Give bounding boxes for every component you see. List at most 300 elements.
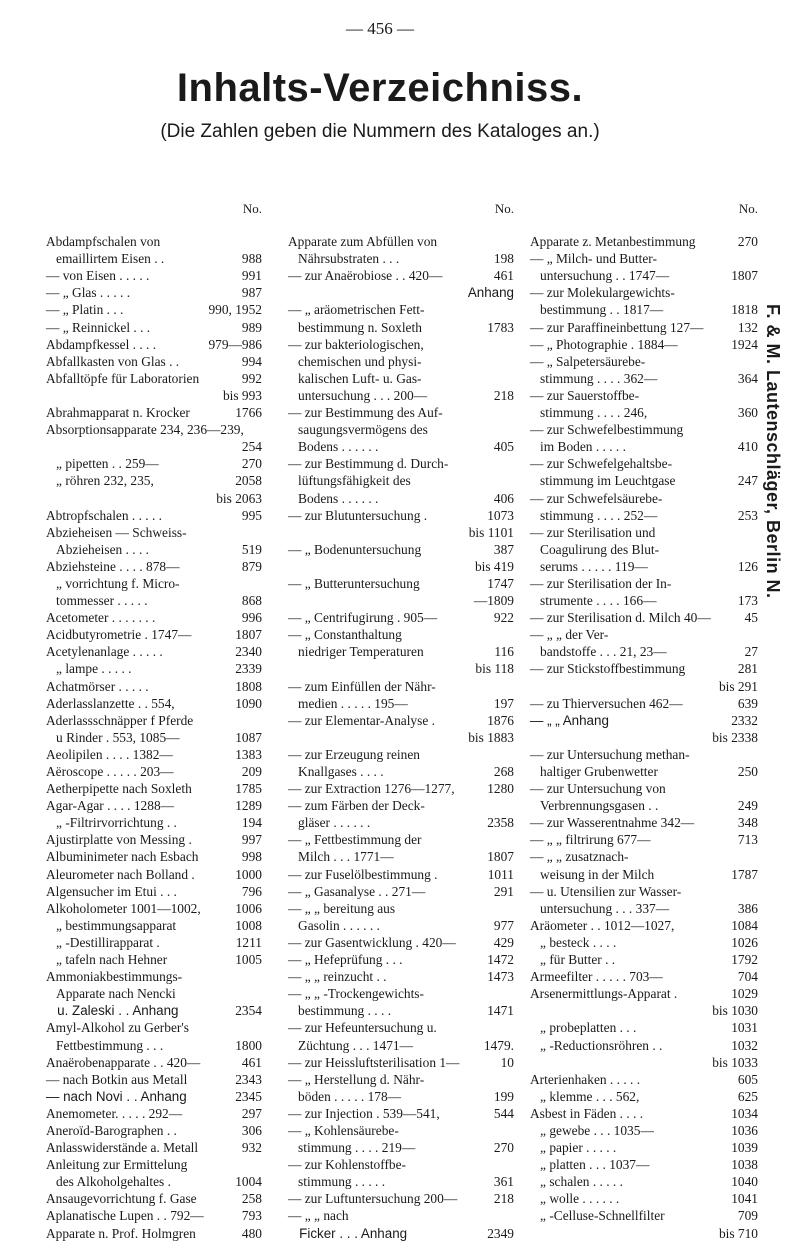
entry-number: 544 [491, 1105, 514, 1122]
index-entry [288, 729, 514, 746]
entry-text: Aräometer . . 1012—1027, [530, 917, 675, 933]
entry-number: 2340 [232, 643, 262, 660]
index-entry [46, 250, 262, 267]
entry-text: — „ „ der Ver- [530, 627, 609, 643]
entry-number [508, 797, 514, 814]
index-entry [46, 968, 262, 985]
index-entry [530, 267, 758, 284]
entry-text: — zur Gasentwicklung . 420— [288, 934, 456, 950]
entry-number: 995 [239, 507, 262, 524]
entry-number: 461 [491, 267, 514, 284]
index-entry [288, 353, 514, 370]
entry-text: — u. Utensilien zur Wasser- [530, 883, 682, 899]
index-entry [288, 455, 514, 472]
index-entry [46, 848, 262, 865]
entry-text: Abzieheisen — Schweiss- [46, 524, 187, 540]
entry-number [752, 524, 758, 541]
entry-number: 249 [735, 797, 758, 814]
index-entry [530, 1054, 758, 1071]
entry-number [752, 353, 758, 370]
entry-text: Apparate n. Prof. Holmgren [46, 1225, 196, 1241]
index-entry [530, 455, 758, 472]
entry-number: bis 1030 [709, 1002, 758, 1019]
entry-number: 386 [735, 900, 758, 917]
entry-number [752, 284, 758, 301]
entry-text: „ röhren 232, 235, [46, 473, 154, 489]
entry-number: bis 419 [472, 558, 514, 575]
entry-text: — zum Einfüllen der Nähr- [288, 678, 436, 694]
entry-number: bis 1101 [466, 524, 514, 541]
entry-text: — zur Luftuntersuchung 200— [288, 1191, 458, 1207]
entry-number: 713 [735, 831, 758, 848]
entry-number [256, 233, 262, 250]
publisher-name: F. & M. Lautenschläger, Berlin N. [763, 304, 783, 599]
entry-text: bestimmung . . . . [288, 1003, 392, 1019]
index-entry [288, 626, 514, 643]
index-entry [530, 370, 758, 387]
entry-text: Arsenermittlungs-Apparat . [530, 986, 678, 1002]
entry-number [508, 678, 514, 695]
entry-text: — zur bakteriologischen, [288, 336, 424, 352]
index-entry [288, 250, 514, 267]
index-entry [46, 233, 262, 250]
entry-text: Aeolipilen . . . . 1382— [46, 746, 173, 762]
entry-text: — „ „ -Trockengewichts- [288, 986, 424, 1002]
entry-number: 2345 [232, 1088, 262, 1105]
entry-number: 1479. [481, 1037, 514, 1054]
index-entry [530, 1037, 758, 1054]
index-entry [288, 1156, 514, 1173]
index-entry [288, 421, 514, 438]
index-entry [530, 336, 758, 353]
index-entry [46, 592, 262, 609]
entry-text: „ bestimmungsapparat [46, 917, 177, 933]
index-entry [288, 404, 514, 421]
entry-text [46, 438, 262, 455]
entry-number: 281 [735, 660, 758, 677]
index-entry [530, 541, 758, 558]
index-entry [530, 1225, 758, 1242]
entry-number [508, 831, 514, 848]
index-entry [288, 284, 514, 301]
index-entry [530, 404, 758, 421]
entry-number: 1383 [232, 746, 262, 763]
entry-text: bandstoffe . . . 21, 23— [530, 644, 667, 660]
entry-number: 991 [239, 267, 262, 284]
entry-text: kalischen Luft- u. Gas- [288, 370, 422, 386]
index-entry [46, 866, 262, 883]
entry-text: „ besteck . . . . [530, 934, 617, 950]
entry-number: bis 993 [220, 387, 262, 404]
entry-text: tommesser . . . . . [46, 593, 148, 609]
entry-text: „ für Butter . . [530, 952, 616, 968]
index-entry [46, 660, 262, 677]
entry-text: Achatmörser . . . . . [46, 678, 149, 694]
entry-number: 605 [735, 1071, 758, 1088]
entry-number: 173 [735, 592, 758, 609]
entry-text: gläser . . . . . . [288, 815, 371, 831]
entry-text: — „ „ zusatznach- [530, 849, 629, 865]
entry-number [508, 746, 514, 763]
entry-text: strumente . . . . 166— [530, 593, 657, 609]
index-entry [46, 558, 262, 575]
entry-number: 361 [491, 1173, 514, 1190]
entry-number: 1792 [728, 951, 758, 968]
entry-number [508, 370, 514, 387]
entry-text: lüftungsfähigkeit des [288, 473, 411, 489]
entry-text: Ansaugevorrichtung f. Gase [46, 1191, 197, 1207]
entry-number: 2058 [232, 472, 262, 489]
index-entry [288, 848, 514, 865]
entry-number: bis 1033 [709, 1054, 758, 1071]
entry-text: Fettbestimmung . . . [46, 1037, 164, 1053]
index-entry [288, 1173, 514, 1190]
entry-number: 27 [742, 643, 758, 660]
entry-number: 429 [491, 934, 514, 951]
entry-text: — zur Sterilisation d. Milch 40— [530, 610, 711, 626]
entry-text: des Alkoholgehaltes . [46, 1174, 171, 1190]
entry-text: — „ Glas . . . . . [46, 285, 131, 301]
entry-text: „ pipetten . . 259— [46, 456, 159, 472]
entry-text: „ -Celluse-Schnellfilter [530, 1208, 665, 1224]
index-entry [288, 1207, 514, 1224]
index-entry [46, 1139, 262, 1156]
entry-text: — zur Injection . 539—541, [288, 1105, 440, 1121]
index-entry [46, 626, 262, 643]
index-entry [288, 319, 514, 336]
entry-text: „ -Reductionsröhren . . [530, 1037, 663, 1053]
entry-text: haltiger Grubenwetter [530, 764, 658, 779]
entry-number: 1073 [484, 507, 514, 524]
entry-text: Abzieheisen . . . . [46, 541, 150, 557]
index-entry [530, 319, 758, 336]
entry-number [508, 626, 514, 643]
entry-number [752, 541, 758, 558]
entry-number [752, 575, 758, 592]
entry-number: 1783 [484, 319, 514, 336]
entry-number: bis 710 [716, 1225, 758, 1242]
entry-number: 1818 [728, 301, 758, 318]
entry-text: böden . . . . . 178— [288, 1088, 402, 1104]
index-entry [530, 1173, 758, 1190]
index-entry [288, 1019, 514, 1036]
entry-number: 1785 [232, 780, 262, 797]
entry-number: 1090 [232, 695, 262, 712]
index-entry [530, 780, 758, 797]
index-entry [530, 353, 758, 370]
entry-text: — „ Salpetersäurebe- [530, 353, 646, 369]
entry-number: 461 [239, 1054, 262, 1071]
entry-number: 1472 [484, 951, 514, 968]
entry-text: Aneroïd-Barographen . . [46, 1122, 177, 1138]
index-entry [46, 301, 262, 318]
entry-text: — zur Extraction 1276—1277, [288, 781, 455, 797]
page-title: Inhalts-Verzeichniss. [176, 66, 584, 110]
entry-text: weisung in der Milch [530, 866, 655, 882]
index-entry [288, 1225, 514, 1242]
index-entry [288, 387, 514, 404]
index-entry [288, 797, 514, 814]
entry-text: saugungsvermögens des [288, 422, 428, 438]
entry-number: 247 [735, 472, 758, 489]
entry-number: 270 [239, 455, 262, 472]
entry-number [752, 387, 758, 404]
index-entry [530, 490, 758, 507]
entry-number [256, 712, 262, 729]
entry-number: 796 [239, 883, 262, 900]
entry-text: „ wolle . . . . . . [530, 1191, 620, 1207]
index-entry [288, 370, 514, 387]
entry-text: — „ Butteruntersuchung [288, 575, 420, 591]
entry-text: Alkoholometer 1001—1002, [46, 900, 201, 916]
entry-text: Aetherpipette nach Soxleth [46, 781, 192, 797]
entry-number: 1211 [233, 934, 262, 951]
entry-text: stimmung . . . . . [288, 1174, 386, 1190]
index-entry [530, 660, 758, 677]
entry-number: 116 [491, 643, 514, 660]
index-entry [46, 1088, 262, 1105]
entry-number: 1039 [728, 1139, 758, 1156]
entry-number [752, 780, 758, 797]
entry-text: Aleurometer nach Bolland . [46, 866, 195, 882]
index-entry [288, 866, 514, 883]
entry-number [508, 421, 514, 438]
entry-number: 199 [491, 1088, 514, 1105]
index-entry [288, 575, 514, 592]
index-entry [530, 387, 758, 404]
entry-number: 1280 [484, 780, 514, 797]
index-entry [530, 917, 758, 934]
index-entry [46, 319, 262, 336]
entry-number: 979—986 [205, 336, 262, 353]
entry-text: Knallgases . . . . [288, 764, 384, 779]
entry-number [752, 455, 758, 472]
entry-text: Coagulirung des Blut- [530, 541, 660, 557]
entry-text: Verbrennungsgasen . . [530, 798, 659, 814]
entry-text: — zur Bestimmung d. Durch- [288, 456, 449, 472]
index-entry [46, 575, 262, 592]
entry-number: 996 [239, 609, 262, 626]
entry-text: Aplanatische Lupen . . 792— [46, 1208, 204, 1224]
entry-text: — zur Untersuchung methan- [530, 746, 690, 762]
index-entry [530, 1122, 758, 1139]
entry-text: medien . . . . . 195— [288, 695, 408, 711]
entry-number: 2354 [232, 1002, 262, 1019]
index-entry [288, 1122, 514, 1139]
index-entry [530, 250, 758, 267]
index-entry [288, 780, 514, 797]
entry-text: u Rinder . 553, 1085— [46, 729, 180, 745]
entry-text: — zur Bestimmung des Auf- [288, 405, 443, 421]
index-entry [288, 507, 514, 524]
index-entry [530, 934, 758, 951]
entry-number: 992 [239, 370, 262, 387]
entry-number: 1036 [728, 1122, 758, 1139]
index-entry [46, 985, 262, 1002]
entry-text: u. Zaleski . . Anhang [46, 1003, 179, 1019]
entry-number: bis 2338 [709, 729, 758, 746]
entry-number: 270 [735, 233, 758, 250]
entry-number: 198 [491, 250, 514, 267]
entry-number: 405 [491, 438, 514, 455]
index-entry [46, 934, 262, 951]
index-entry [46, 455, 262, 472]
entry-text: im Boden . . . . . [530, 439, 626, 455]
entry-number: 987 [239, 284, 262, 301]
entry-number [752, 421, 758, 438]
index-entry [530, 968, 758, 985]
entry-number: 209 [239, 763, 262, 780]
entry-number: bis 1883 [465, 729, 514, 746]
index-entry [288, 985, 514, 1002]
entry-number [508, 1122, 514, 1139]
entry-number: 291 [491, 883, 514, 900]
index-entry [46, 609, 262, 626]
index-entry [530, 524, 758, 541]
entry-text: Abdampfschalen von [46, 234, 161, 250]
entry-text: Asbest in Fäden . . . . [530, 1105, 644, 1121]
index-entry [288, 1190, 514, 1207]
index-entry [288, 490, 514, 507]
index-entry [288, 1037, 514, 1054]
entry-number: 922 [491, 609, 514, 626]
entry-text: „ -Filtrirvorrichtung . . [46, 815, 177, 831]
index-entry [288, 472, 514, 489]
index-entry [46, 814, 262, 831]
entry-text: — „ Herstellung d. Nähr- [288, 1071, 425, 1087]
entry-text: stimmung im Leuchtgase [530, 473, 676, 489]
column-header: No. [494, 201, 514, 216]
entry-text: — zur Kohlenstoffbe- [288, 1157, 407, 1173]
entry-text: „ -Destillirapparat . [46, 934, 160, 950]
entry-number [256, 421, 262, 438]
index-entry [530, 1002, 758, 1019]
entry-number [508, 985, 514, 1002]
entry-text: „ schalen . . . . . [530, 1174, 623, 1190]
entry-text: niedriger Temperaturen [288, 644, 424, 660]
entry-text: Bodens . . . . . . [288, 439, 379, 455]
entry-text: — „ Photographie . 1884— [530, 336, 678, 352]
entry-text: Abziehsteine . . . . 878— [46, 558, 180, 574]
index-entry [530, 575, 758, 592]
entry-text: Ammoniakbestimmungs- [46, 969, 183, 985]
index-entry [288, 814, 514, 831]
index-entry [46, 336, 262, 353]
entry-text: — zur Fuselölbestimmung . [288, 866, 438, 882]
entry-number: 709 [735, 1207, 758, 1224]
entry-number: 194 [239, 814, 262, 831]
index-entry [530, 695, 758, 712]
index-entry [46, 353, 262, 370]
entry-text: Apparate zum Abfüllen von [288, 234, 438, 250]
index-entry [288, 558, 514, 575]
entry-number: 1034 [728, 1105, 758, 1122]
entry-text: — zur Schwefelsäurebe- [530, 490, 663, 506]
entry-number: bis 118 [472, 660, 514, 677]
entry-text: — „ Platin . . . [46, 302, 124, 318]
index-entry [288, 609, 514, 626]
entry-text: Anleitung zur Ermittelung [46, 1157, 188, 1173]
index-entry [288, 883, 514, 900]
entry-number: 879 [239, 558, 262, 575]
entry-number [256, 1156, 262, 1173]
entry-number [752, 848, 758, 865]
entry-number [752, 490, 758, 507]
entry-number: 868 [239, 592, 262, 609]
entry-number [256, 985, 262, 1002]
index-entry [288, 592, 514, 609]
index-entry [530, 1139, 758, 1156]
entry-text: — zur Schwefelbestimmung [530, 422, 684, 438]
entry-number: 1807 [728, 267, 758, 284]
index-entry [530, 643, 758, 660]
entry-number [752, 626, 758, 643]
index-entry [530, 472, 758, 489]
entry-text: — zur Untersuchung von [530, 781, 666, 797]
entry-number: 306 [239, 1122, 262, 1139]
index-entry [46, 284, 262, 301]
index-entry [530, 626, 758, 643]
entry-text: — zur Blutuntersuchung . [288, 507, 428, 523]
entry-text: — zur Molekulargewichts- [530, 285, 675, 301]
entry-number [256, 1019, 262, 1036]
entry-number [508, 455, 514, 472]
index-entry [46, 1071, 262, 1088]
entry-text: — „ Fettbestimmung der [288, 832, 422, 848]
entry-number: 932 [239, 1139, 262, 1156]
page-number: — 456 — [346, 19, 414, 38]
index-entry [530, 558, 758, 575]
entry-text: Gasolin . . . . . . [288, 917, 380, 933]
entry-text: — „ Hefeprüfung . . . [288, 952, 403, 968]
index-entry [46, 507, 262, 524]
entry-number: 1924 [728, 336, 758, 353]
entry-text: Apparate nach Nencki [46, 986, 176, 1002]
entry-text: — „ Milch- und Butter- [530, 251, 657, 267]
entry-number [508, 301, 514, 318]
index-entry [530, 900, 758, 917]
entry-number: 1031 [728, 1019, 758, 1036]
entry-number: 1005 [232, 951, 262, 968]
index-entry [46, 1054, 262, 1071]
index-entry [530, 951, 758, 968]
index-entry [46, 1207, 262, 1224]
entry-number: 348 [735, 814, 758, 831]
entry-text: bestimmung n. Soxleth [288, 319, 422, 335]
index-entry [530, 729, 758, 746]
index-entry [288, 1054, 514, 1071]
index-entry [46, 1002, 262, 1019]
index-entry [46, 1173, 262, 1190]
entry-text: Ficker . . . Anhang [288, 1225, 408, 1241]
index-entry [46, 490, 262, 507]
entry-number [256, 524, 262, 541]
entry-number [508, 900, 514, 917]
entry-text: — zur Heissluftsterilisation 1— [288, 1054, 460, 1070]
index-entry [530, 1207, 758, 1224]
index-entry [288, 695, 514, 712]
entry-number: 998 [239, 848, 262, 865]
index-entry [46, 900, 262, 917]
entry-number: 2332 [728, 712, 758, 729]
entry-number: 254 [239, 438, 262, 455]
entry-text: Anaërobenapparate . . 420— [46, 1054, 201, 1070]
entry-number: 2349 [484, 1225, 514, 1242]
index-entry [46, 438, 262, 455]
entry-text: untersuchung . . 1747— [530, 268, 670, 284]
index-entry [530, 1156, 758, 1173]
entry-text: — zur Schwefelgehaltsbe- [530, 456, 673, 472]
